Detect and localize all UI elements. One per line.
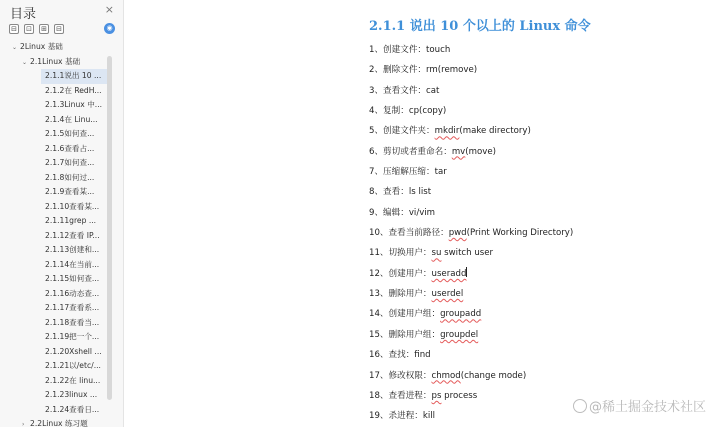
toc-group[interactable] [0,40,124,55]
list-item [369,328,573,348]
list-item [369,145,573,165]
toc-item[interactable] [0,127,112,142]
list-item [369,63,573,83]
close-icon[interactable]: × [104,3,114,16]
list-item [369,348,573,368]
item-text: 10、查看当前路径： [369,228,449,239]
chevron-down-icon[interactable]: ⌄ [22,58,28,66]
toc-item[interactable] [41,69,112,84]
toc-item[interactable] [0,113,112,128]
toc-item-label: 2.2Linux 练习题 [30,419,88,427]
item-text: 5、创建文件夹： [369,126,435,137]
toc-item-label: 2.1.18查看当... [45,317,100,327]
toc-item[interactable] [0,359,112,374]
watermark-logo-icon [573,399,587,413]
command-name: useradd [431,268,467,279]
command-list [369,43,573,427]
toc-item[interactable] [0,214,112,229]
toc-item[interactable] [0,142,112,157]
command-name: mkdir [434,126,460,137]
toc-item[interactable] [0,345,112,360]
toc-item[interactable] [0,403,112,418]
watermark-text: @稀土掘金技术社区 [588,400,706,415]
toc-item[interactable] [0,200,112,215]
item-note: (move) [465,146,496,157]
command-name: pwd [448,228,467,239]
item-note: (change mode) [460,370,527,381]
command-name: groupdel [440,329,479,340]
command-name: su [431,248,442,259]
toc-item[interactable] [0,243,112,258]
item-text: 19、杀进程：kill [369,411,436,422]
item-text: 17、修改权限： [369,370,432,381]
item-text: 18、查看进程： [369,390,432,401]
list-item [369,389,573,409]
toc-item[interactable] [0,301,112,316]
command-name: chmod [431,370,461,381]
toc-toolbar [9,24,64,34]
toc-item-label: 2.1.8如何过... [45,172,95,182]
toc-group[interactable] [0,55,124,70]
toc-item[interactable] [0,287,112,302]
toc-item[interactable] [0,98,112,113]
toc-item-label: 2.1.2在 RedH... [45,85,102,95]
toc-item-label: 2Linux 基础 [20,42,63,51]
command-name: mv [451,146,466,157]
command-name: userdel [431,289,464,300]
list-item [369,104,573,124]
item-text: 13、删除用户： [369,289,432,300]
chevron-down-icon[interactable]: ⌄ [12,44,18,51]
toc-item-label: 2.1.22在 linu... [45,375,101,385]
list-item [369,165,573,185]
toc-item[interactable] [0,272,112,287]
item-text: 14、创建用户组： [369,309,441,320]
remove-icon[interactable]: ⊟ [54,24,64,34]
toc-sidebar [0,0,124,427]
list-item [369,307,573,327]
toc-item[interactable] [0,330,112,345]
toc-item-label: 2.1.21以/etc/... [45,361,101,370]
toc-item[interactable] [0,171,112,186]
toc-item-label: 2.1.3Linux 中... [45,100,103,109]
toc-item-label: 2.1.9查看某... [45,187,95,196]
toc-item-label: 2.1.10查看某... [45,201,100,211]
toc-item-label: 2.1.24查看日... [45,404,100,414]
toc-item[interactable] [0,84,112,99]
toc-item[interactable] [0,185,112,200]
list-item [369,226,573,246]
item-note: (make directory) [459,126,531,137]
scrollbar[interactable] [107,56,112,400]
list-item [369,369,573,389]
item-text: 11、切换用户： [369,248,432,259]
command-name: ps [431,390,442,401]
item-text: 12、创建用户： [369,268,432,279]
toc-item[interactable] [0,229,112,244]
expand-icon[interactable]: ⊡ [24,24,34,34]
toc-item-label: 2.1.20Xshell ... [45,346,102,356]
toc-item-label: 2.1.15如何查... [45,274,100,283]
list-item [369,409,573,427]
item-note: (Print Working Directory) [466,228,574,239]
toc-item-label: 2.1.1说出 10 ... [45,71,102,80]
toc-item-label: 2.1.4在 Linu... [45,114,98,124]
item-note: process [441,390,478,401]
item-text: 9、编辑：vi/vim [369,207,436,218]
toc-item-label: 2.1.14在当前... [45,259,100,269]
eye-icon[interactable]: ◉ [104,23,115,34]
item-text: 2、删除文件：rm(remove) [369,65,478,76]
collapse-all-icon[interactable]: ⊟ [9,24,19,34]
toc-item-label: 2.1.12查看 IP... [45,230,100,240]
chevron-right-icon[interactable]: › [22,421,25,427]
list-item [369,206,573,226]
toc-item[interactable] [0,316,112,331]
toc-item-label: 2.1.11grep ... [45,216,97,225]
toc-item-label: 2.1.19把一个... [45,332,100,341]
document-page [313,0,720,427]
item-text: 15、删除用户组： [369,329,441,340]
item-text: 1、创建文件：touch [369,45,451,55]
toc-item[interactable] [0,156,112,171]
command-name: groupadd [440,309,482,320]
toc-item-label: 2.1Linux 基础 [30,56,81,66]
toc-item-label: 2.1.17查看系... [45,303,100,312]
item-text: 6、剪切或者重命名： [369,146,452,157]
item-text: 16、查找：find [369,350,431,361]
item-text: 4、复制：cp(copy) [369,106,447,117]
list-item [369,287,573,307]
toc-item-label: 2.1.23linux ... [45,390,98,399]
list-item [369,246,573,266]
list-item [369,267,573,287]
toc-item[interactable] [0,258,112,273]
item-note: switch user [441,248,494,259]
toc-item[interactable] [0,388,112,403]
toc-header [0,0,123,22]
list-item [369,84,573,104]
toc-title: 目录 [10,7,37,22]
item-text: 7、压缩解压缩：tar [369,167,447,178]
watermark [573,396,706,415]
list-item [369,185,573,205]
toc-group[interactable] [0,417,124,427]
item-text: 3、查看文件：cat [369,85,440,96]
toc-tree [0,40,124,427]
toc-item-label: 2.1.13创建和... [45,245,100,254]
text-cursor [466,267,467,277]
toc-item[interactable] [0,374,112,389]
item-text: 8、查看：ls list [369,187,432,198]
toc-item-label: 2.1.16动态查... [45,288,100,298]
list-item [369,43,573,63]
toc-item-label: 2.1.5如何查... [45,129,95,138]
toc-item-label: 2.1.6查看占... [45,143,95,153]
toc-item-label: 2.1.7如何查... [45,158,95,167]
list-item [369,124,573,144]
section-heading: 2.1.1 说出 10 个以上的 Linux 命令 [369,19,591,34]
add-icon[interactable]: ⊞ [39,24,49,34]
